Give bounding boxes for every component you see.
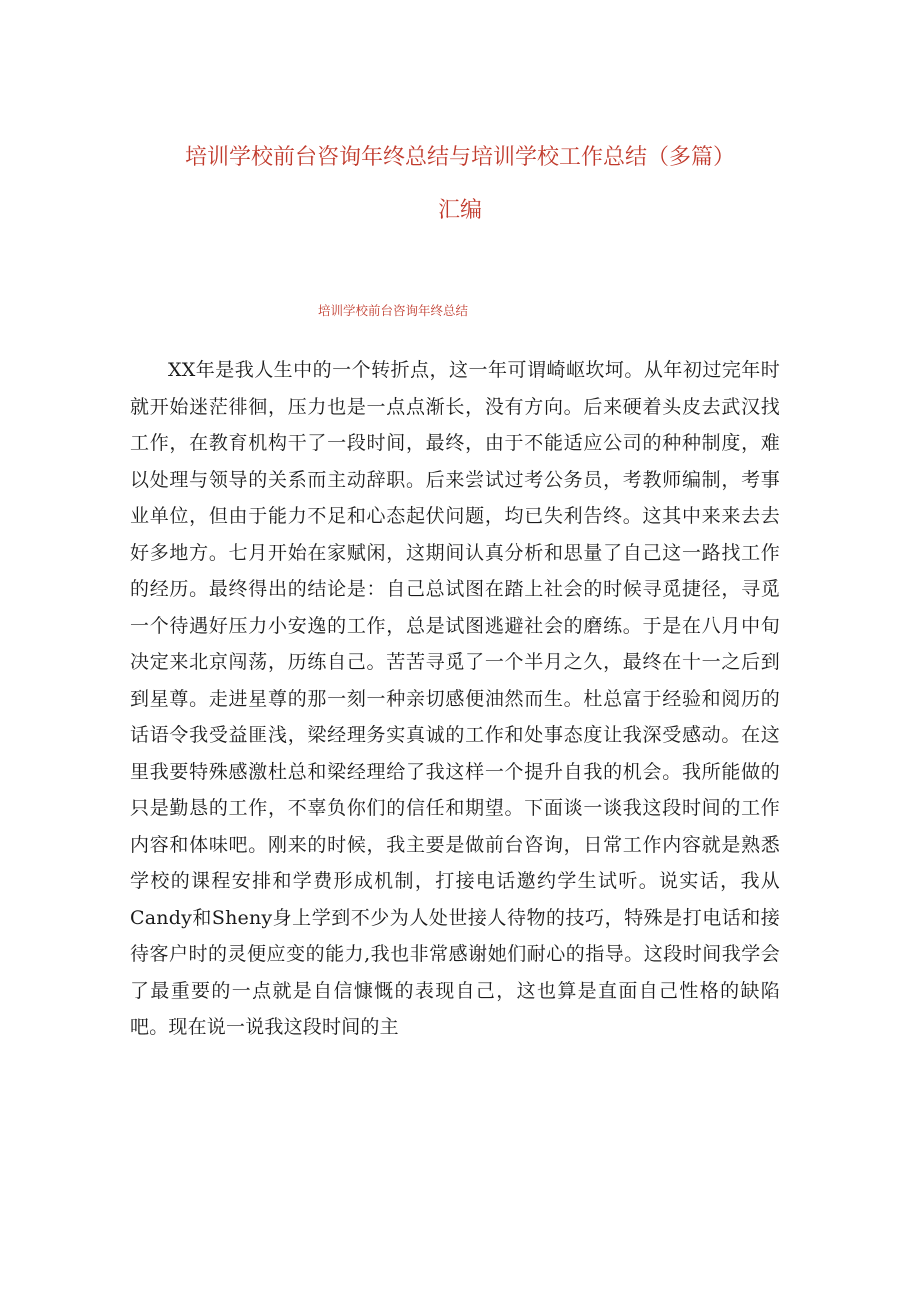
section-heading: 培训学校前台咨询年终总结 — [318, 303, 469, 318]
document-title-line1: 培训学校前台咨询年终总结与培训学校工作总结（多篇） — [184, 145, 735, 170]
document-title-line2: 汇编 — [437, 198, 482, 223]
body-paragraph: XX年是我人生中的一个转折点，这一年可谓崎岖坎坷。从年初过完年时就开始迷茫徘徊，压力也是一点点渐长，没有方向。后来硬着头皮去武汉找工作，在教育机构干了一段时间，最终，由于不能适应公司的种种制度，难以处理与领导的关系而主动辞职。后来尝试过考公务员，考教师编制，考事业单位，但由于能力不足和心态起伏问题，均已失利告终。这其中来来去去好多地方。七月开始在家赋闲，这期间认真分析和思量了自己这一路找工作的经历。最终得出的结论是：自己总试图在踏上社会的时候寻觅捷径，寻觅一个待遇好压力小安逸的工作，总是试图逃避社会的磨练。于是在八月中旬决定来北京闯荡，历练自己。苦苦寻觅了一个半月之久，最终在十一之后到到星尊。走进星尊的那一刻一种亲切感便油然而生。杜总富于经验和阅历的话语令我受益匪浅，梁经理务实真诚的工作和处事态度让我深受感动。在这里我要特殊感激杜总和梁经理给了我这样一个提升自我的机会。我所能做的只是勤恳的工作，不辜负你们的信任和期望。下面谈一谈我这段时间的工作内容和体味吧。刚来的时候，我主要是做前台咨询，日常工作内容就是熟悉学校的课程安排和学费形成机制，打接电话邀约学生试听。说实话，我从Candy和Sheny身上学到不少为人处世接人待物的技巧，特殊是打电话和接待客户时的灵便应变的能力,我也非常感谢她们耐心的指导。这段时间我学会了最重要的一点就是自信慷慨的表现自己，这也算是直面自己性格的缺陷吧。现在说一说我这段时间的主 — [130, 359, 780, 1038]
